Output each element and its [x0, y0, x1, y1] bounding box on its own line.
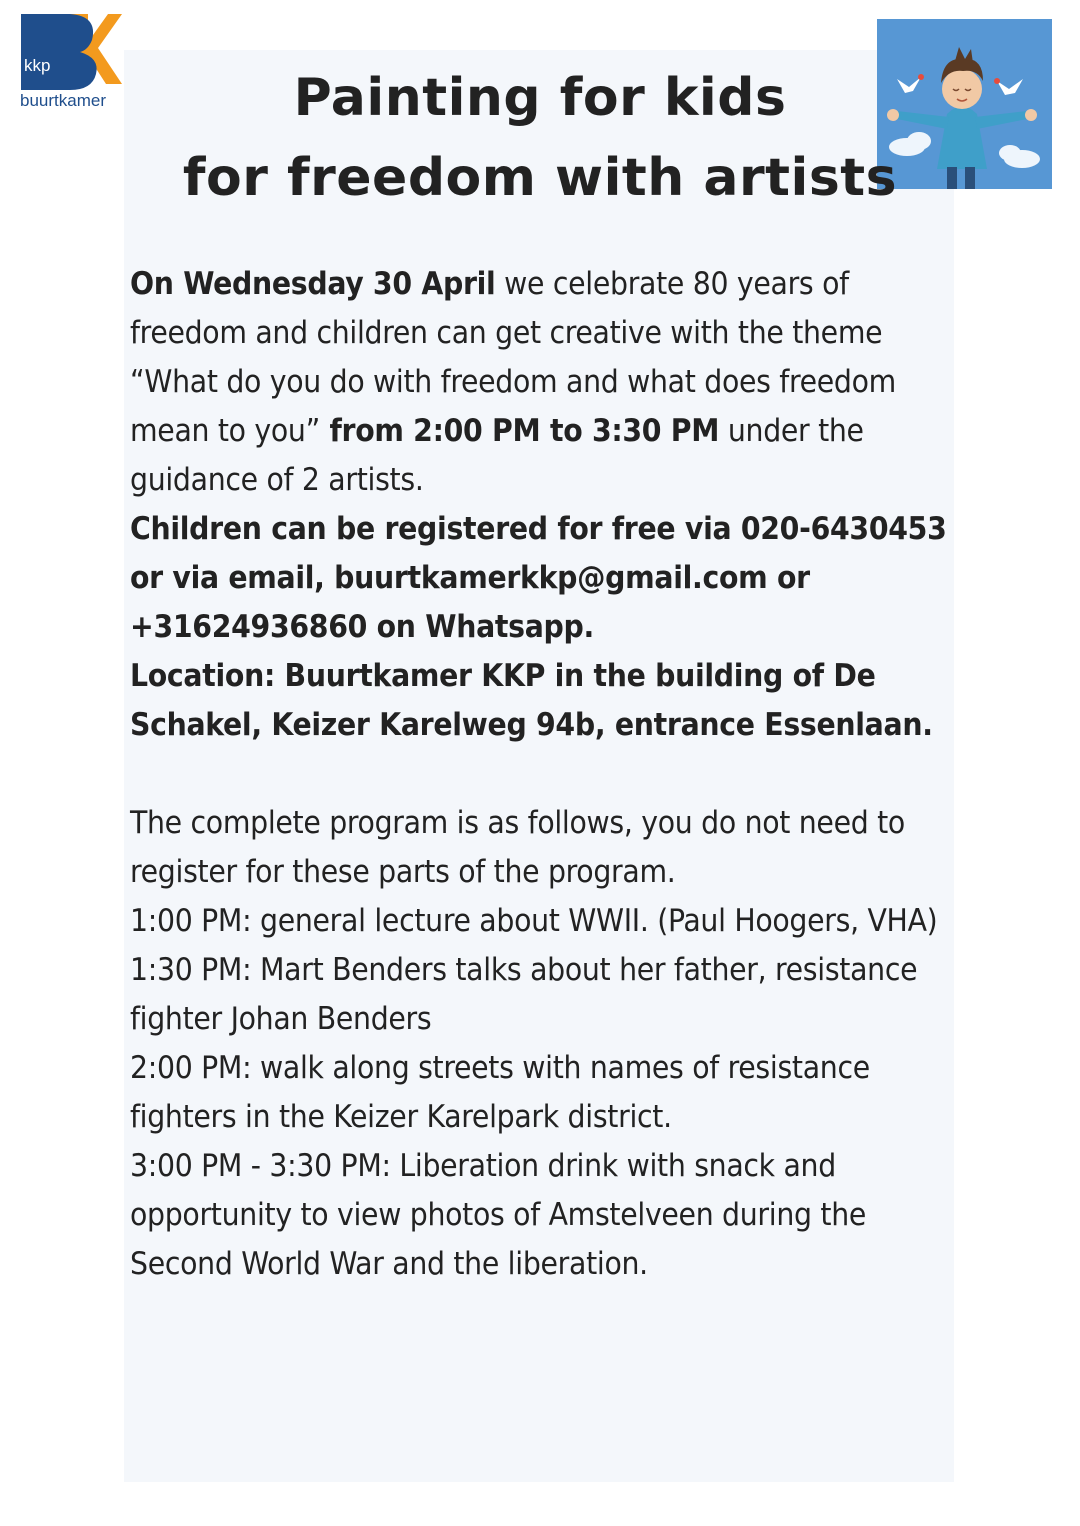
intro-text: we celebrate 80 years of freedom and children can get creative with the theme	[130, 266, 883, 351]
event-date: On Wednesday 30 April	[130, 266, 496, 302]
program-intro: The complete program is as follows, you do not need to register for these parts of the program.	[130, 805, 905, 890]
guidance-text: under the guidance of 2 artists.	[130, 413, 864, 498]
event-time: from 2:00 PM to 3:30 PM	[319, 413, 720, 449]
intro-paragraph	[130, 260, 960, 505]
program-item: 3:00 PM - 3:30 PM: Liberation drink with snack and opportunity to view photos of Amstelveen during the Second World War and the liberation.	[130, 1148, 867, 1282]
theme-quote: “What do you do with freedom and what does freedom mean to you”	[130, 364, 896, 449]
program-item: 2:00 PM: walk along streets with names of resistance fighters in the Keizer Karelpark district.	[130, 1050, 870, 1135]
title-line-2: for freedom with artists	[182, 148, 898, 208]
location-info: Location: Buurtkamer KKP in the building of De Schakel, Keizer Karelweg 94b, entrance Essenlaan.	[130, 658, 933, 743]
spacer	[130, 750, 960, 799]
program-item: 1:30 PM: Mart Benders talks about her father, resistance fighter Johan Benders	[130, 952, 918, 1037]
logo-name-text: buurtkamer	[20, 91, 106, 110]
title-line-1: Painting for kids	[293, 68, 787, 128]
page-title	[140, 58, 940, 218]
flyer-body	[130, 260, 960, 1289]
registration-info: Children can be registered for free via 020-6430453 or via email, buurtkamerkkp@gmail.com or +31624936860 on Whatsapp.	[130, 511, 947, 645]
logo-kkp-text: kkp	[24, 56, 51, 75]
program-item: 1:00 PM: general lecture about WWII. (Paul Hoogers, VHA)	[130, 903, 938, 939]
